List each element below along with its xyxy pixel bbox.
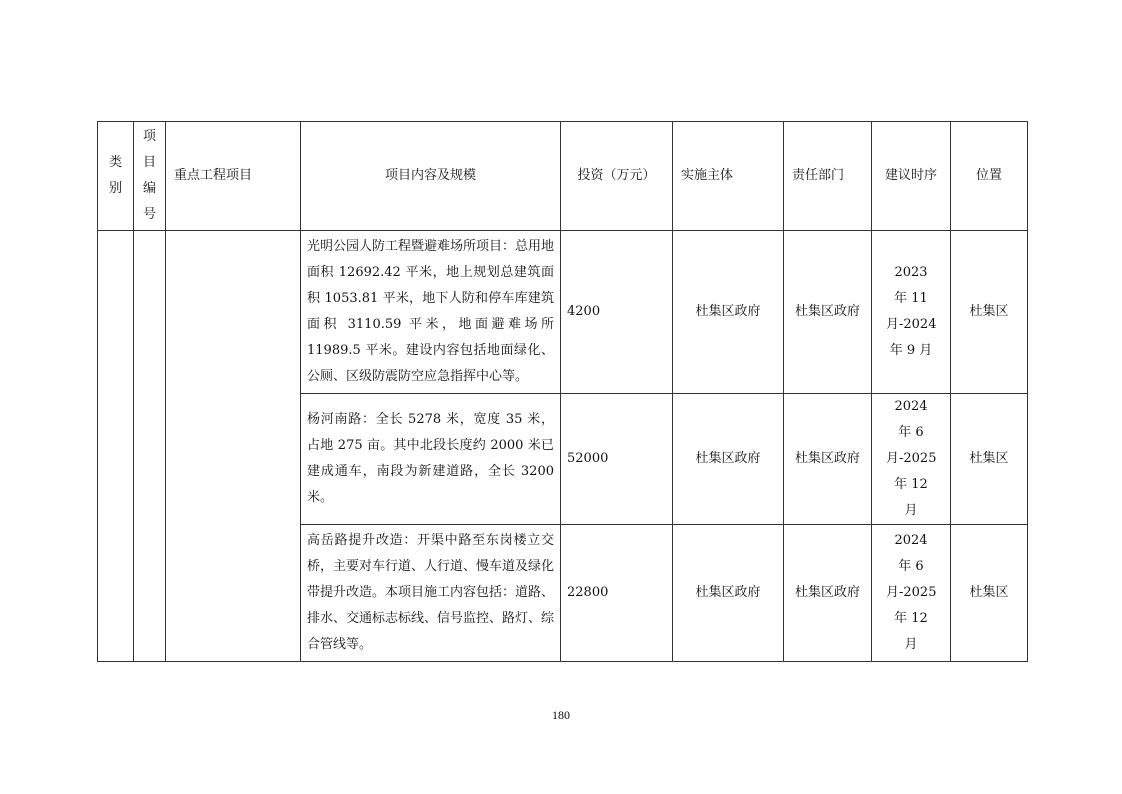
header-content: 项目内容及规模	[301, 122, 561, 231]
content-cell: 杨河南路：全长 5278 米，宽度 35 米，占地 275 亩。其中北段长度约 2000 米已建成通车，南段为新建道路，全长 3200 米。	[301, 394, 561, 525]
location-cell: 杜集区	[951, 394, 1028, 525]
header-investment: 投资（万元）	[561, 122, 673, 231]
header-implementer: 实施主体	[673, 122, 784, 231]
content-cell: 光明公园人防工程暨避难场所项目：总用地面积 12692.42 平米，地上规划总建筑面积 1053.81 平米，地下人防和停车库建筑面积 3110.59 平米，地面避难场所11989.5 平米。建设内容包括地面绿化、公厕、区级防震防空应急指挥中心等。	[301, 231, 561, 394]
period-cell: 2024 年 6 月-2025 年 12 月	[872, 525, 951, 662]
header-period: 建议时序	[872, 122, 951, 231]
header-key-project: 重点工程项目	[166, 122, 301, 231]
department-cell: 杜集区政府	[784, 394, 872, 525]
implementer-cell: 杜集区政府	[673, 394, 784, 525]
header-department: 责任部门	[784, 122, 872, 231]
department-cell: 杜集区政府	[784, 231, 872, 394]
category-cell	[98, 231, 134, 662]
page-number: 180	[552, 708, 570, 722]
implementer-cell: 杜集区政府	[673, 525, 784, 662]
content-cell: 高岳路提升改造：开渠中路至东岗楼立交桥，主要对车行道、人行道、慢车道及绿化带提升改造。本项目施工内容包括：道路、排水、交通标志标线、信号监控、路灯、综合管线等。	[301, 525, 561, 662]
project-table	[97, 121, 1028, 662]
department-cell: 杜集区政府	[784, 525, 872, 662]
implementer-cell: 杜集区政府	[673, 231, 784, 394]
table-row	[98, 231, 1028, 394]
header-category: 类 别	[98, 122, 134, 231]
investment-cell: 4200	[561, 231, 673, 394]
header-number: 项 目 编 号	[134, 122, 166, 231]
period-cell: 2023 年 11 月-2024 年 9 月	[872, 231, 951, 394]
investment-cell: 52000	[561, 394, 673, 525]
number-cell	[134, 231, 166, 662]
header-location: 位置	[951, 122, 1028, 231]
location-cell: 杜集区	[951, 525, 1028, 662]
key-project-cell	[166, 231, 301, 662]
location-cell: 杜集区	[951, 231, 1028, 394]
investment-cell: 22800	[561, 525, 673, 662]
header-row	[98, 122, 1028, 231]
period-cell: 2024 年 6 月-2025 年 12 月	[872, 394, 951, 525]
